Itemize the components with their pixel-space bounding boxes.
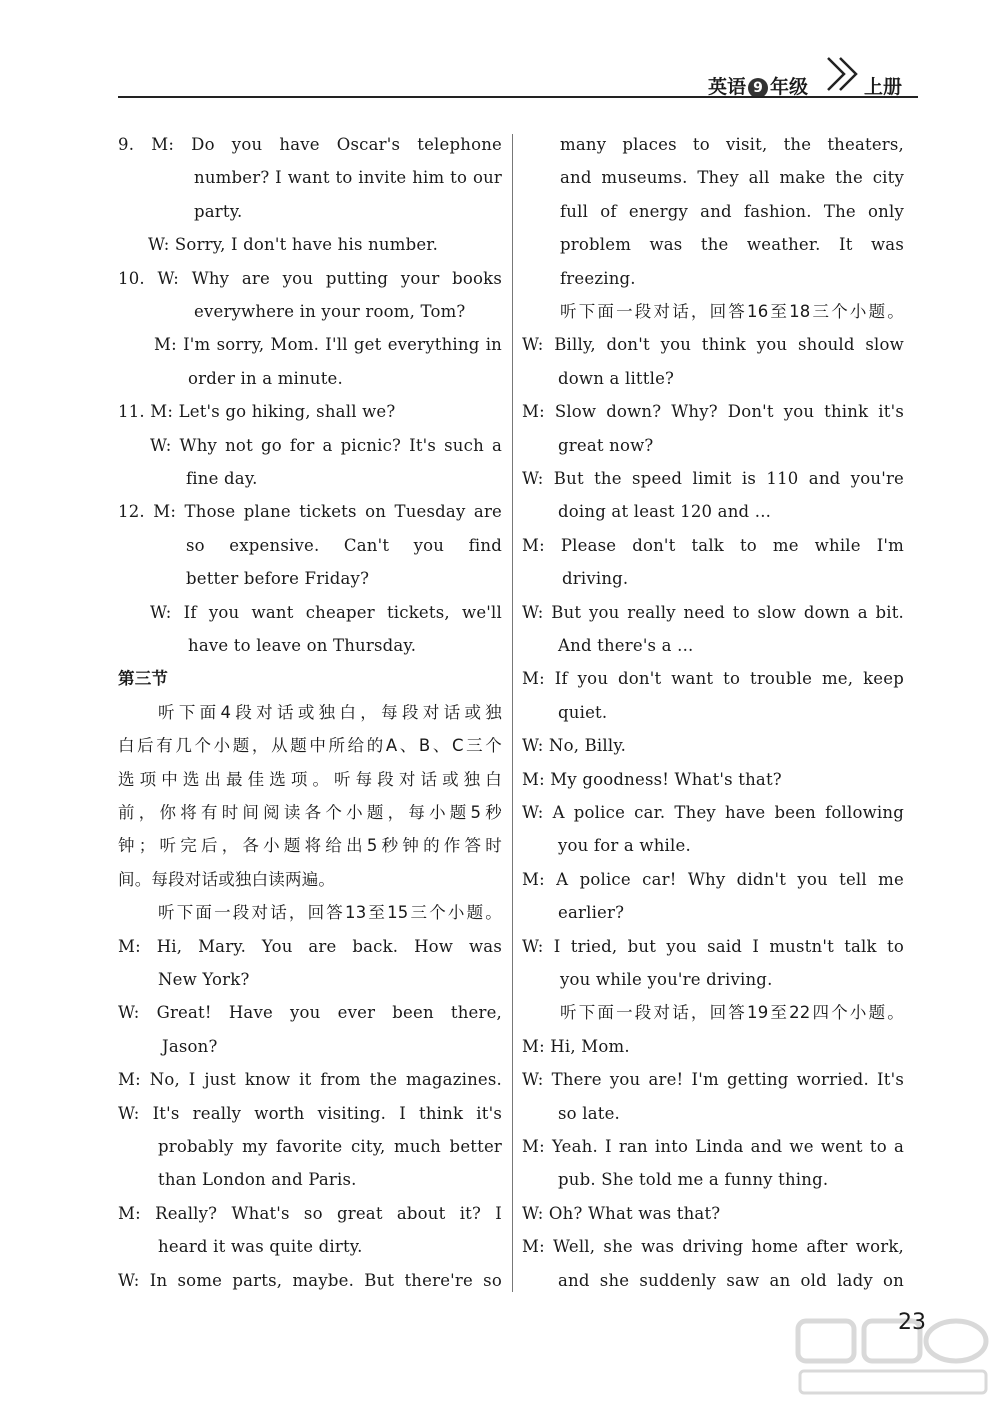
- right-text-line: M: A police car! Why didn't you tell me: [522, 869, 904, 889]
- double-chevron-icon: [824, 52, 864, 96]
- left-text-line: 12. M: Those plane tickets on Tuesday are: [118, 502, 502, 522]
- right-instruction-line: 听下面一段对话，回答19至22四个小题。: [560, 1003, 904, 1023]
- right-text-line: doing at least 120 and ...: [558, 502, 772, 522]
- left-text-line: better before Friday?: [186, 569, 370, 589]
- left-instruction-line: 白后有几个小题，从题中所给的A、B、C三个: [118, 736, 502, 756]
- left-instruction-line: 听下面4段对话或独白，每段对话或独: [158, 702, 502, 722]
- right-text-line: M: Hi, Mom.: [522, 1036, 630, 1056]
- left-instruction-line: 前，你将有时间阅读各个小题，每小题5秒: [118, 803, 502, 822]
- right-text-line: M: Please don't talk to me while I'm: [522, 535, 904, 555]
- right-text-line: full of energy and fashion. The only: [560, 201, 904, 221]
- right-instruction-line: 听下面一段对话，回答16至18三个小题。: [560, 302, 904, 321]
- right-text-line: M: Slow down? Why? Don't you think it's: [522, 402, 904, 422]
- right-text-line: and she suddenly saw an old lady on: [558, 1270, 904, 1290]
- left-text-line: have to leave on Thursday.: [188, 636, 417, 655]
- left-text-line: W: Great! Have you ever been there,: [118, 1003, 502, 1023]
- header-rule: [118, 96, 918, 98]
- right-text-line: you for a while.: [558, 836, 691, 856]
- left-text-line: W: It's really worth visiting. I think it's: [118, 1103, 502, 1123]
- right-text-line: W: No, Billy.: [522, 736, 627, 756]
- right-text-line: M: Well, she was driving home after work,: [522, 1237, 904, 1257]
- left-text-line: M: Really? What's so great about it? I: [118, 1203, 502, 1223]
- left-text-line: W: In some parts, maybe. But there're so: [118, 1270, 502, 1290]
- page-header: [118, 48, 918, 100]
- left-text-line: W: If you want cheaper tickets, we'll: [150, 602, 502, 622]
- left-text-line: M: Hi, Mary. You are back. How was: [118, 936, 502, 956]
- right-text-line: so late.: [558, 1103, 621, 1123]
- volume-label: 上册: [864, 76, 903, 98]
- page-number: 23: [898, 1310, 926, 1335]
- right-text-line: pub. She told me a funny thing.: [558, 1170, 829, 1190]
- right-text-line: great now?: [558, 435, 654, 455]
- right-text-line: quiet.: [558, 702, 608, 722]
- header-subject: [708, 72, 808, 99]
- left-text-line: M: I'm sorry, Mom. I'll get everything in: [154, 335, 502, 355]
- left-text-line: order in a minute.: [188, 368, 343, 388]
- column-divider: [512, 134, 513, 1292]
- right-text-line: W: I tried, but you said I mustn't talk to: [522, 936, 904, 956]
- grade-number-badge: 9: [748, 78, 768, 98]
- left-text-line: Jason?: [162, 1036, 218, 1056]
- right-text-line: freezing.: [560, 268, 636, 288]
- right-text-line: M: Yeah. I ran into Linda and we went to a: [522, 1137, 904, 1156]
- right-text-line: down a little?: [558, 368, 675, 388]
- left-text-line: W: Why not go for a picnic? It's such a: [150, 435, 502, 455]
- subject-label: 英语: [708, 76, 747, 98]
- left-text-line: so expensive. Can't you find: [186, 535, 502, 555]
- right-text-line: M: If you don't want to trouble me, keep: [522, 669, 904, 689]
- left-text-line: number? I want to invite him to our: [194, 168, 502, 188]
- left-text-line: W: Sorry, I don't have his number.: [148, 235, 439, 255]
- left-text-line: 9. M: Do you have Oscar's telephone: [118, 135, 502, 154]
- right-text-line: you while you're driving.: [560, 970, 773, 989]
- right-text-line: W: Oh? What was that?: [522, 1203, 721, 1223]
- left-instruction-line: 听下面一段对话，回答13至15三个小题。: [158, 903, 502, 923]
- watermark-logo: [790, 1315, 995, 1400]
- left-text-line: New York?: [158, 970, 250, 989]
- right-text-line: W: There you are! I'm getting worried. It's: [522, 1070, 904, 1090]
- section-heading: 第三节: [118, 669, 169, 689]
- right-text-line: W: But you really need to slow down a bit.: [522, 602, 904, 622]
- left-text-line: everywhere in your room, Tom?: [194, 302, 466, 321]
- left-text-line: probably my favorite city, much better: [158, 1137, 502, 1156]
- right-text-line: And there's a ...: [558, 636, 694, 655]
- left-text-line: than London and Paris.: [158, 1170, 357, 1190]
- right-text-line: W: A police car. They have been following: [522, 803, 904, 822]
- grade-suffix-label: 年级: [770, 76, 809, 98]
- left-text-line: 11. M: Let's go hiking, shall we?: [118, 402, 396, 422]
- right-text-line: W: Billy, don't you think you should slow: [522, 335, 904, 355]
- right-text-line: earlier?: [558, 903, 625, 923]
- right-text-line: M: My goodness! What's that?: [522, 769, 782, 789]
- right-text-line: many places to visit, the theaters,: [560, 135, 904, 154]
- left-instruction-line: 间。每段对话或独白读两遍。: [118, 869, 336, 889]
- right-text-line: problem was the weather. It was: [560, 235, 904, 255]
- left-text-line: M: No, I just know it from the magazines.: [118, 1070, 502, 1090]
- left-text-line: party.: [194, 201, 243, 221]
- right-text-line: W: But the speed limit is 110 and you're: [522, 469, 904, 488]
- right-text-line: and museums. They all make the city: [560, 168, 904, 188]
- left-text-line: heard it was quite dirty.: [158, 1237, 363, 1257]
- left-instruction-line: 钟；听完后，各小题将给出5秒钟的作答时: [118, 836, 502, 856]
- left-text-line: fine day.: [186, 469, 258, 488]
- left-instruction-line: 选项中选出最佳选项。听每段对话或独白: [118, 769, 502, 789]
- left-text-line: 10. W: Why are you putting your books: [118, 268, 502, 288]
- right-text-line: driving.: [562, 569, 629, 589]
